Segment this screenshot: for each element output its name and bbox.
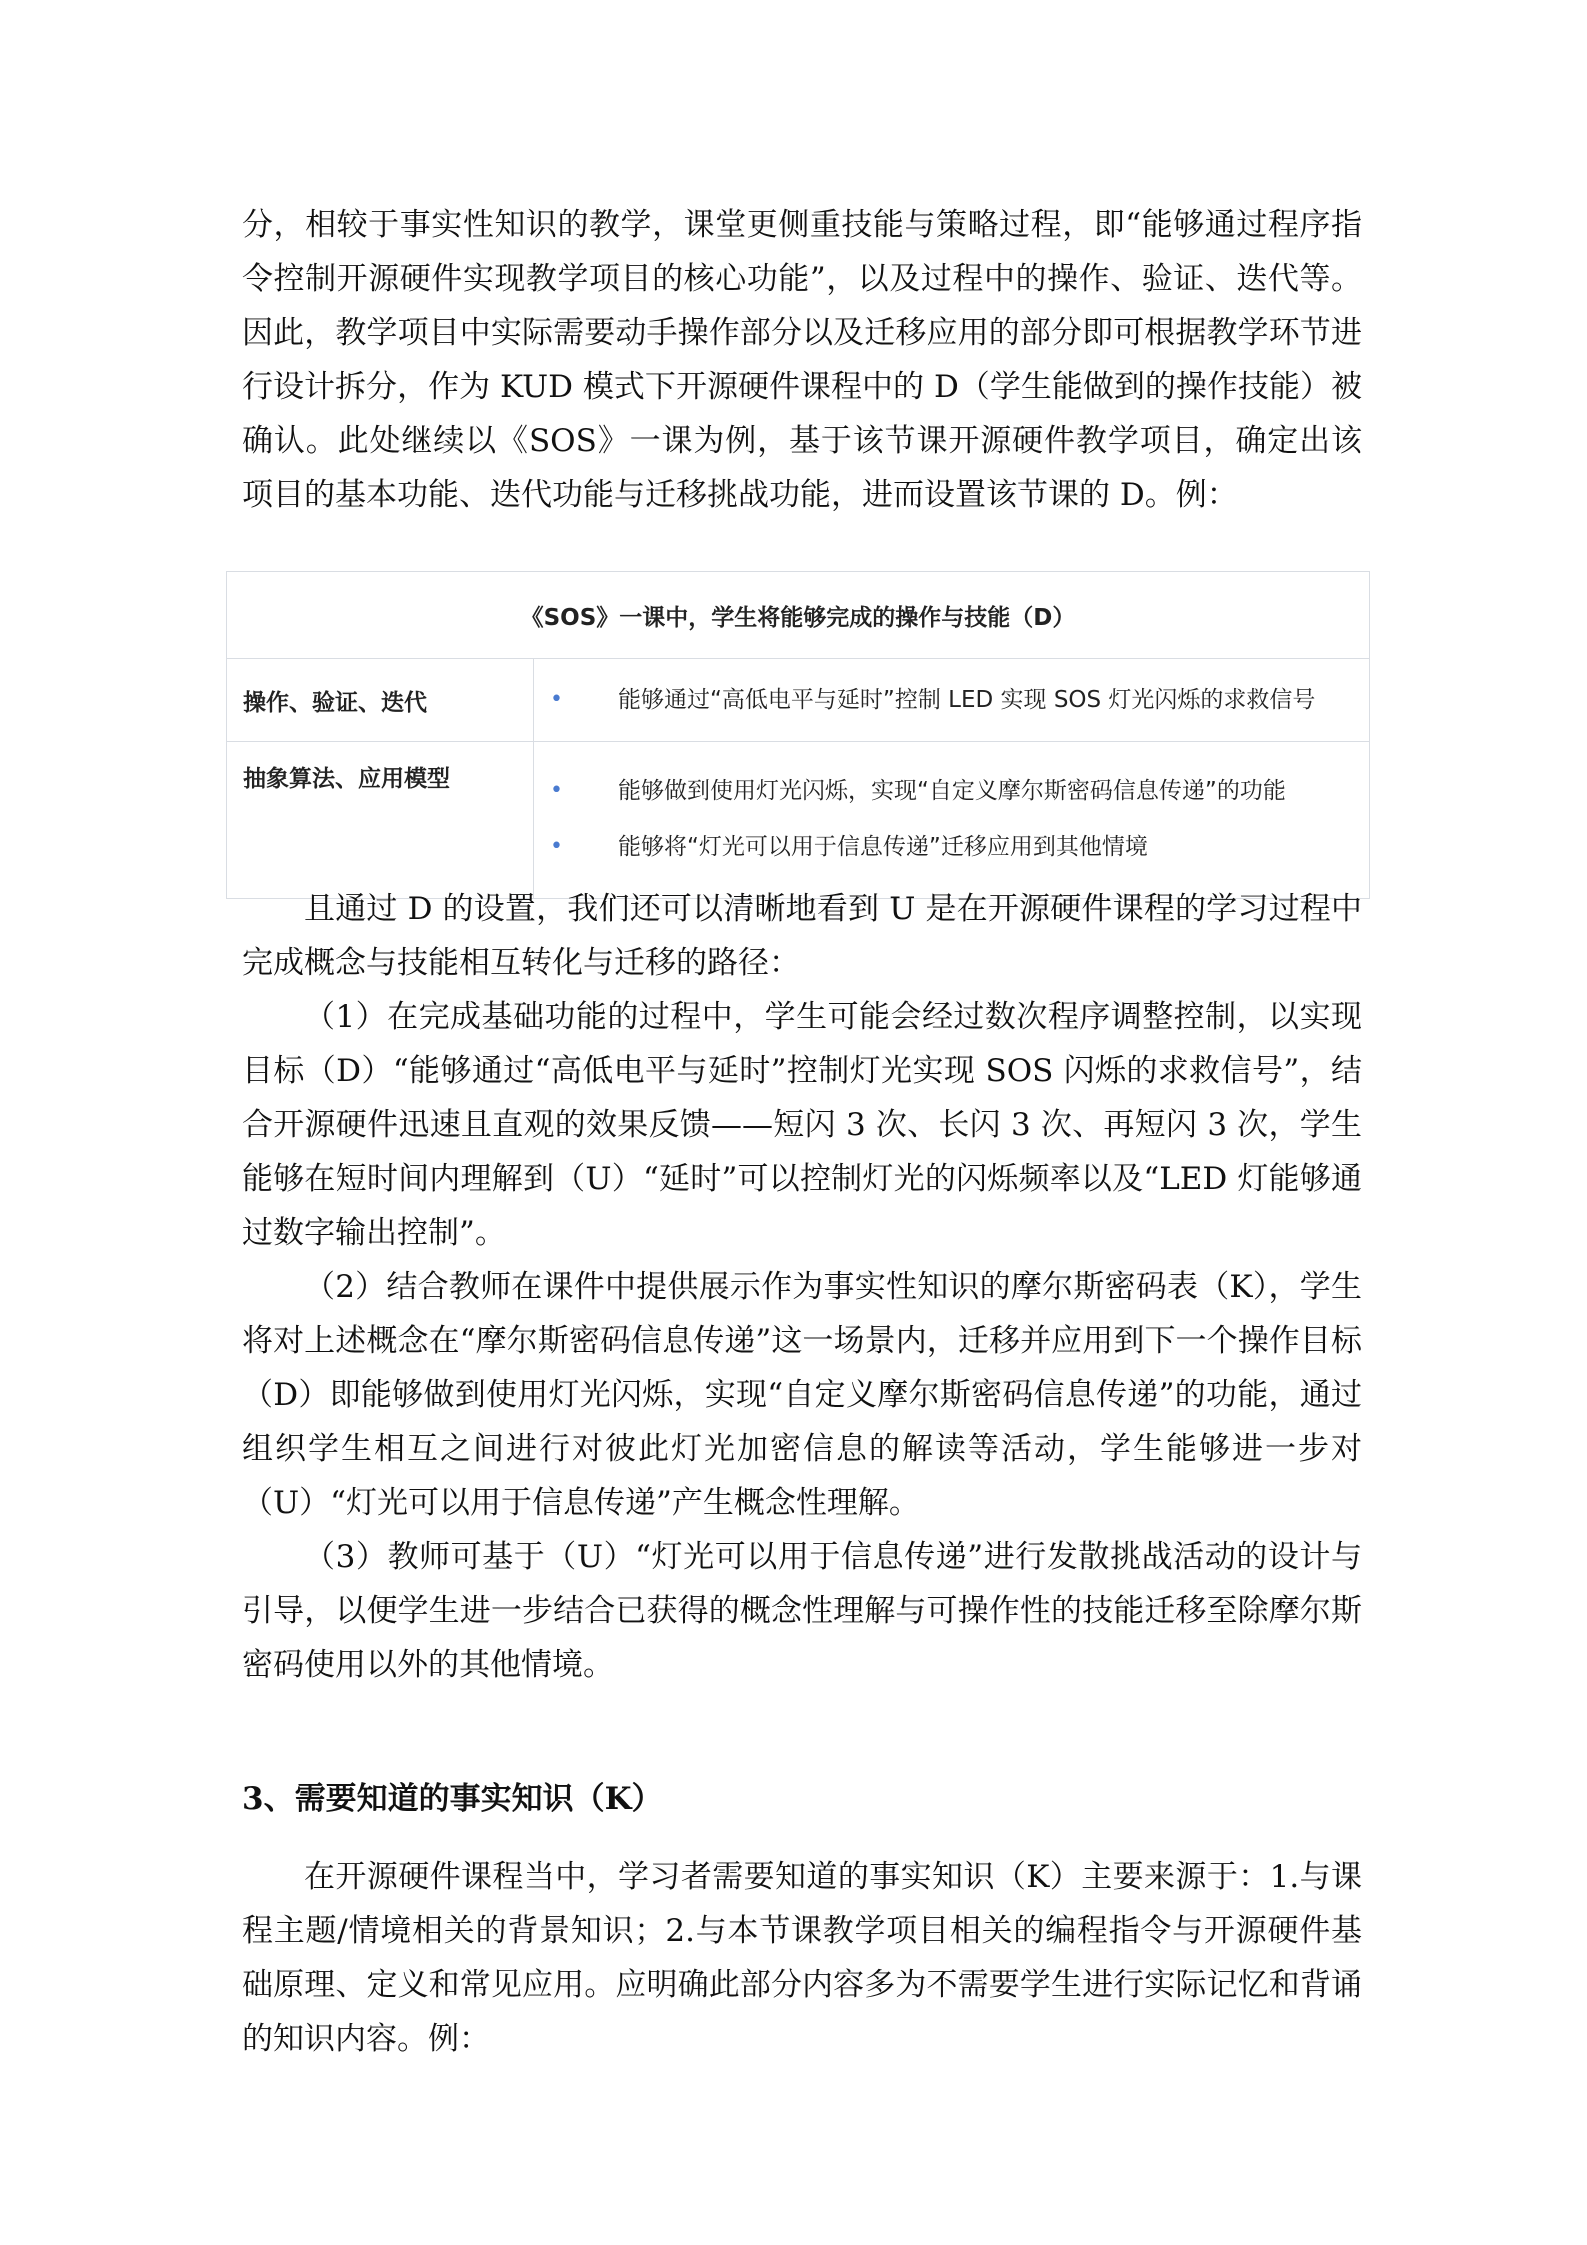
row-content <box>534 659 1370 742</box>
list-item-text: 能够通过“高低电平与延时”控制 LED 实现 SOS 灯光闪烁的求救信号 <box>618 687 1316 713</box>
list-item <box>534 763 1369 819</box>
paragraph-step-1: （1）在完成基础功能的过程中，学生可能会经过数次程序调整控制，以实现目标（D）“能够通过“高低电平与延时”控制灯光实现 SOS 闪烁的求救信号”，结合开源硬件迅速且直观的效果反馈——短闪 3 次、长闪 3 次、再短闪 3 次，学生能够在短时间内理解到（U）“延时”可以控制灯光的闪烁频率以及“LED 灯能够通过数字输出控制”。 <box>242 999 1362 1251</box>
paragraph-intro: 分，相较于事实性知识的教学，课堂更侧重技能与策略过程，即“能够通过程序指令控制开源硬件实现教学项目的核心功能”，以及过程中的操作、验证、迭代等。因此，教学项目中实际需要动手操作部分以及迁移应用的部分即可根据教学环节进行设计拆分，作为 KUD 模式下开源硬件课程中的 D（学生能做到的操作技能）被确认。此处继续以《SOS》一课为例，基于该节课开源硬件教学项目，确定出该项目的基本功能、迭代功能与迁移挑战功能，进而设置该节课的 D。例： <box>242 207 1362 513</box>
list-item-text: 能够将“灯光可以用于信息传递”迁移应用到其他情境 <box>618 834 1148 860</box>
table-row <box>227 659 1370 742</box>
list-item-text: 能够做到使用灯光闪烁，实现“自定义摩尔斯密码信息传递”的功能 <box>618 778 1286 804</box>
row-content <box>534 742 1370 899</box>
table-title: 《SOS》一课中，学生将能够完成的操作与技能（D） <box>227 572 1370 659</box>
bullet-icon: • <box>550 834 563 859</box>
paragraph-step-2: （2）结合教师在课件中提供展示作为事实性知识的摩尔斯密码表（K），学生将对上述概念在“摩尔斯密码信息传递”这一场景内，迁移并应用到下一个操作目标（D）即能够做到使用灯光闪烁，实现“自定义摩尔斯密码信息传递”的功能，通过组织学生相互之间进行对彼此灯光加密信息的解读等活动，学生能够进一步对（U）“灯光可以用于信息传递”产生概念性理解。 <box>242 1269 1362 1521</box>
paragraph-step-3: （3）教师可基于（U）“灯光可以用于信息传递”进行发散挑战活动的设计与引导，以便学生进一步结合已获得的概念性理解与可操作性的技能迁移至除摩尔斯密码使用以外的其他情境。 <box>242 1539 1362 1683</box>
section-heading-k: 3、需要知道的事实知识（K） <box>242 1781 663 1817</box>
row-label: 抽象算法、应用模型 <box>227 742 534 899</box>
paragraph-k-intro: 在开源硬件课程当中，学习者需要知道的事实知识（K）主要来源于：1.与课程主题/情境相关的背景知识；2.与本节课教学项目相关的编程指令与开源硬件基础原理、定义和常见应用。应明确此部分内容多为不需要学生进行实际记忆和背诵的知识内容。例： <box>242 1859 1362 2057</box>
paragraph-d-path: 且通过 D 的设置，我们还可以清晰地看到 U 是在开源硬件课程的学习过程中完成概念与技能相互转化与迁移的路径： <box>242 891 1362 981</box>
list-item <box>534 672 1369 728</box>
bullet-icon: • <box>550 778 563 803</box>
kud-d-table <box>226 571 1370 899</box>
bullet-icon: • <box>550 687 563 712</box>
table-row <box>227 742 1370 899</box>
row-label: 操作、验证、迭代 <box>227 659 534 742</box>
list-item <box>534 819 1369 875</box>
